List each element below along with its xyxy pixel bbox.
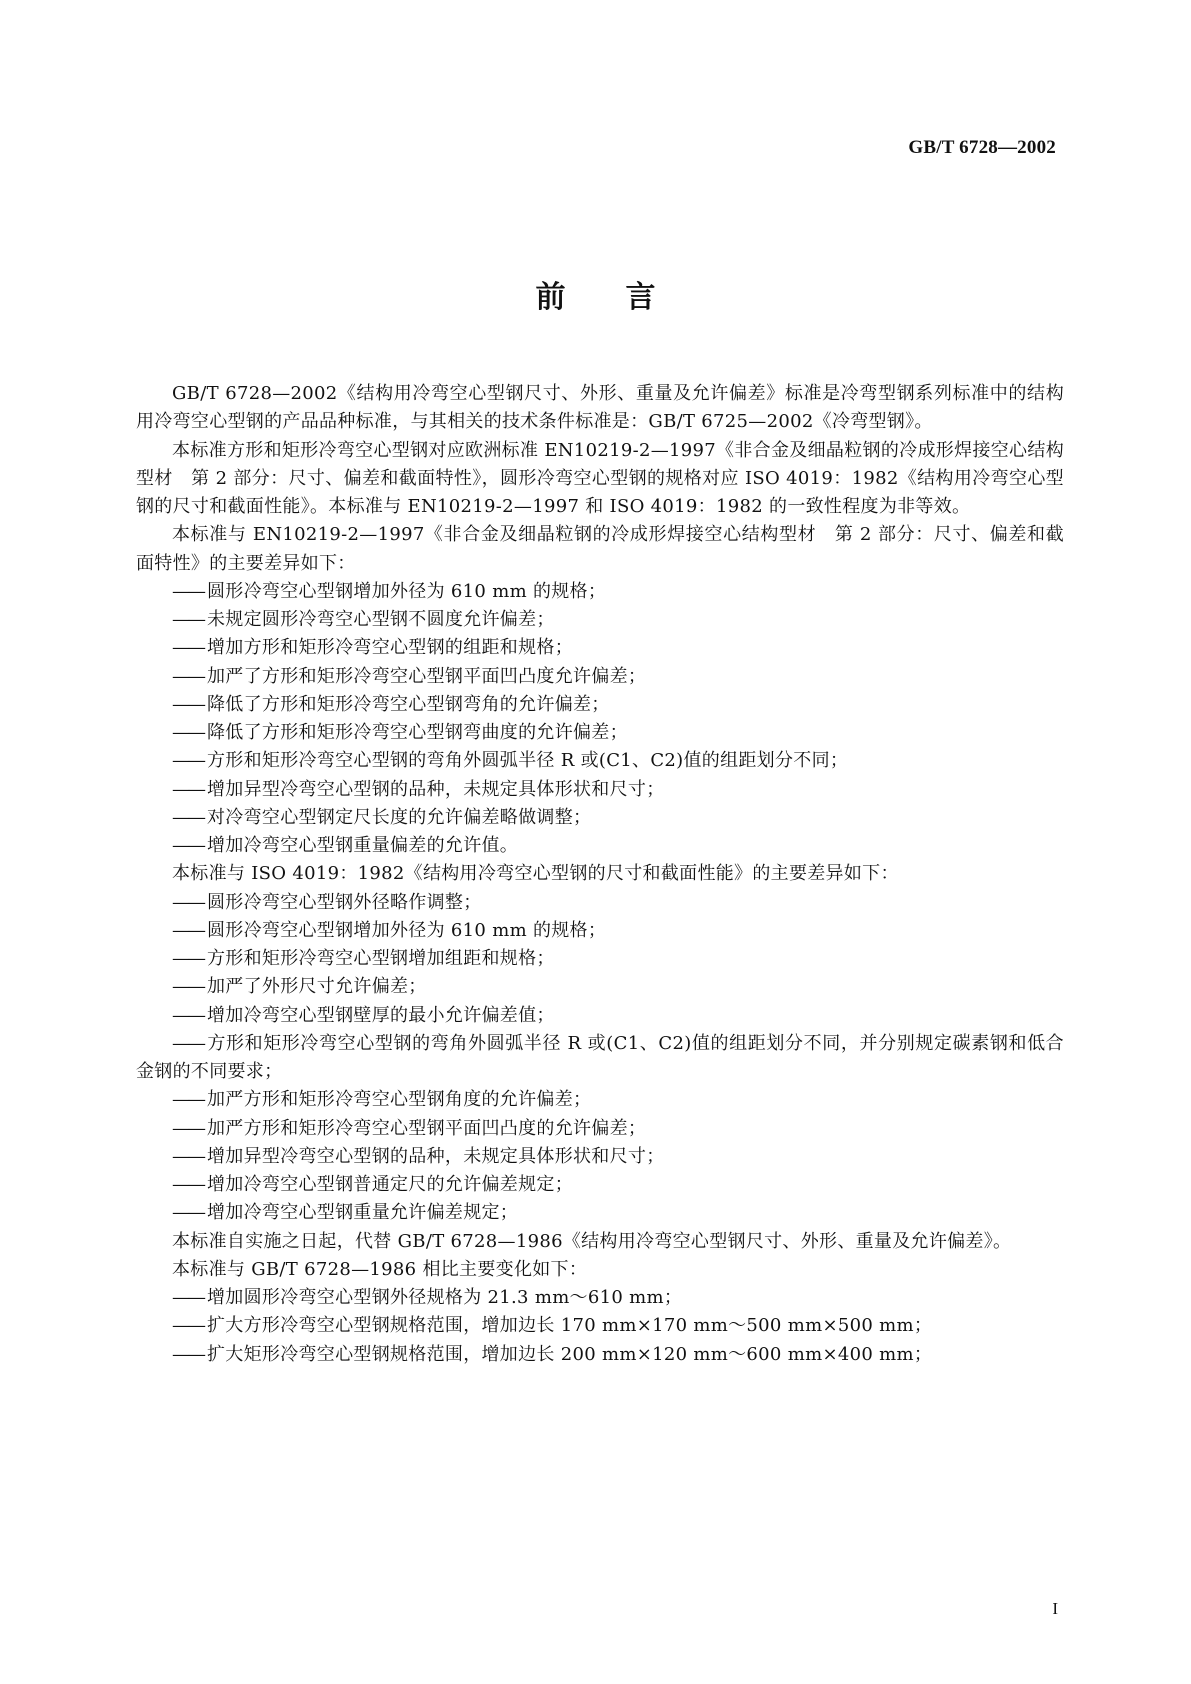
- list-item: [136, 1086, 1064, 1114]
- list-item: [136, 917, 1064, 945]
- list-item: [136, 1171, 1064, 1199]
- list-item: [136, 1030, 1064, 1087]
- list-dash: ——: [172, 1117, 204, 1139]
- list-item: [136, 804, 1064, 832]
- list-dash: ——: [172, 806, 204, 828]
- list-dash: ——: [172, 750, 204, 772]
- list-item: [136, 663, 1064, 691]
- list-item-text: 降低了方形和矩形冷弯空心型钢弯曲度的允许偏差；: [207, 722, 628, 743]
- list-item: [136, 776, 1064, 804]
- list-dash: ——: [172, 1343, 204, 1365]
- list-item: [136, 1143, 1064, 1171]
- list-item: [136, 832, 1064, 860]
- list-item-text: 增加冷弯空心型钢普通定尺的允许偏差规定；: [207, 1174, 573, 1195]
- list-dash: ——: [172, 835, 204, 856]
- list-dash: ——: [172, 948, 204, 969]
- list-item: [136, 1199, 1064, 1227]
- paragraph-correspondence: 本标准方形和矩形冷弯空心型钢对应欧洲标准 EN10219-2—1997《非合金及细晶粒钢的冷成形焊接空心结构型材 第 2 部分：尺寸、偏差和截面特性》，圆形冷弯空心型钢的规格对应 ISO 4019：1982《结构用冷弯空心型钢的尺寸和截面性能》。本标准与 EN10219-2—1997 和 ISO 4019：1982 的一致性程度为非等效。: [136, 439, 1064, 517]
- page-number: I: [1052, 1599, 1058, 1618]
- list-dash: ——: [172, 665, 204, 687]
- list-dash: ——: [172, 722, 204, 743]
- list-item-text: 方形和矩形冷弯空心型钢增加组距和规格；: [207, 948, 555, 969]
- list-dash: ——: [172, 637, 204, 659]
- list-item-text: 增加异型冷弯空心型钢的品种，未规定具体形状和尺寸；: [207, 1145, 665, 1167]
- list-item: [136, 578, 1064, 606]
- list-item: [136, 606, 1064, 634]
- list-dash: ——: [172, 1145, 204, 1167]
- list-dash: ——: [172, 1315, 204, 1337]
- list-dash: ——: [172, 891, 204, 913]
- list-dash: ——: [172, 778, 204, 800]
- list-item: [136, 889, 1064, 917]
- list-item-text: 增加异型冷弯空心型钢的品种，未规定具体形状和尺寸；: [207, 778, 665, 800]
- list-item: [136, 1341, 1064, 1369]
- list-dash: ——: [172, 1174, 204, 1195]
- list-item-text: 增加冷弯空心型钢重量偏差的允许值。: [207, 835, 519, 856]
- list-item-text: 加严了方形和矩形冷弯空心型钢平面凹凸度允许偏差；: [207, 665, 647, 687]
- list-item-text: 加严方形和矩形冷弯空心型钢角度的允许偏差；: [207, 1089, 592, 1111]
- page-title: 前言: [535, 280, 716, 315]
- list-item: [136, 1115, 1064, 1143]
- list-item-text: 降低了方形和矩形冷弯空心型钢弯角的允许偏差；: [207, 693, 610, 715]
- list-dash: ——: [172, 1202, 204, 1224]
- list-item-text: 方形和矩形冷弯空心型钢的弯角外圆弧半径 R 或(C1、C2)值的组距划分不同，并分别规定碳素钢和低合金钢的不同要求；: [136, 1032, 1064, 1082]
- list-dash: ——: [172, 693, 204, 715]
- list-item-text: 增加冷弯空心型钢重量允许偏差规定；: [207, 1202, 519, 1224]
- list-item: [136, 691, 1064, 719]
- list-dash: ——: [172, 609, 204, 630]
- list-item-text: 加严方形和矩形冷弯空心型钢平面凹凸度的允许偏差；: [207, 1117, 647, 1139]
- standard-number: GB/T 6728—2002: [908, 137, 1056, 158]
- list-item-text: 对冷弯空心型钢定尺长度的允许偏差略做调整；: [207, 806, 592, 828]
- list-item-text: 增加冷弯空心型钢壁厚的最小允许偏差值；: [207, 1004, 555, 1026]
- list-item-text: 圆形冷弯空心型钢增加外径为 610 mm 的规格；: [207, 919, 607, 941]
- paragraph-replace: 本标准自实施之日起，代替 GB/T 6728—1986《结构用冷弯空心型钢尺寸、外形、重量及允许偏差》。: [172, 1230, 1012, 1252]
- list-item: [136, 1312, 1064, 1340]
- list-dash: ——: [172, 919, 204, 941]
- paragraph-en-diff-intro: 本标准与 EN10219-2—1997《非合金及细晶粒钢的冷成形焊接空心结构型材 第 2 部分：尺寸、偏差和截面特性》的主要差异如下：: [136, 524, 1064, 574]
- list-item-text: 增加圆形冷弯空心型钢外径规格为 21.3 mm～610 mm；: [207, 1287, 683, 1308]
- list-item: [136, 1002, 1064, 1030]
- paragraph-changes-intro: 本标准与 GB/T 6728—1986 相比主要变化如下：: [172, 1258, 588, 1280]
- list-item: [136, 973, 1064, 1001]
- list-item: [136, 719, 1064, 747]
- list-item-text: 圆形冷弯空心型钢外径略作调整；: [207, 891, 482, 913]
- document-body: [136, 380, 1064, 1369]
- list-dash: ——: [172, 1287, 204, 1308]
- list-item-text: 圆形冷弯空心型钢增加外径为 610 mm 的规格；: [207, 580, 607, 602]
- list-item: [136, 747, 1064, 775]
- list-dash: ——: [172, 976, 204, 998]
- list-item: [136, 945, 1064, 973]
- list-item: [136, 634, 1064, 662]
- list-dash: ——: [172, 1089, 204, 1111]
- paragraph-iso-diff-intro: 本标准与 ISO 4019：1982《结构用冷弯空心型钢的尺寸和截面性能》的主要差异如下：: [172, 863, 899, 885]
- list-item-text: 增加方形和矩形冷弯空心型钢的组距和规格；: [207, 637, 573, 659]
- list-dash: ——: [172, 580, 204, 602]
- list-item: [136, 1284, 1064, 1312]
- list-item-text: 扩大方形冷弯空心型钢规格范围，增加边长 170 mm×170 mm～500 mm×500 mm；: [207, 1315, 933, 1337]
- list-dash: ——: [172, 1004, 204, 1026]
- list-item-text: 方形和矩形冷弯空心型钢的弯角外圆弧半径 R 或(C1、C2)值的组距划分不同；: [207, 750, 849, 772]
- paragraph-intro: GB/T 6728—2002《结构用冷弯空心型钢尺寸、外形、重量及允许偏差》标准是冷弯型钢系列标准中的结构用冷弯空心型钢的产品品种标准，与其相关的技术条件标准是：GB/T 6725—2002《冷弯型钢》。: [136, 383, 1064, 433]
- list-item-text: 未规定圆形冷弯空心型钢不圆度允许偏差；: [207, 609, 555, 630]
- list-item-text: 加严了外形尺寸允许偏差；: [207, 976, 427, 998]
- list-item-text: 扩大矩形冷弯空心型钢规格范围，增加边长 200 mm×120 mm～600 mm×400 mm；: [207, 1343, 933, 1365]
- list-dash: ——: [172, 1032, 204, 1054]
